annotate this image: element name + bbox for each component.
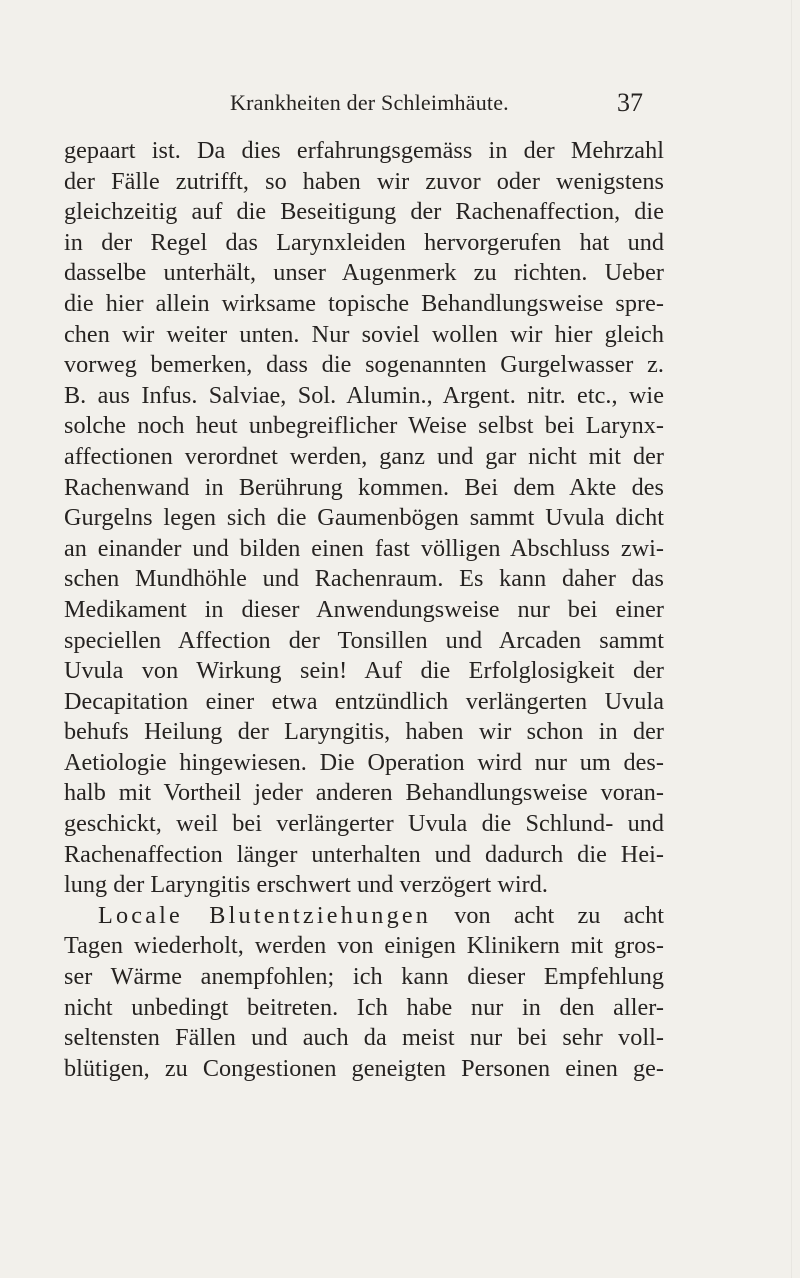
text-line: Medikament in dieser Anwendungsweise nur bei einer	[64, 595, 664, 623]
text-line: speciellen Affection der Tonsillen und Arcaden sammt	[64, 626, 664, 654]
paragraph-start-line	[64, 901, 664, 932]
text-line: schen Mundhöhle und Rachenraum. Es kann daher das	[64, 565, 664, 593]
text-line: solche noch heut unbegreiflicher Weise selbst bei Larynx-	[64, 412, 664, 440]
text-line: B. aus Infus. Salviae, Sol. Alumin., Argent. nitr. etc., wie	[64, 381, 664, 409]
text-line: affectionen verordnet werden, ganz und gar nicht mit der	[64, 442, 664, 470]
text-line: Gurgelns legen sich die Gaumenbögen sammt Uvula dicht	[64, 504, 664, 532]
text-line: Rachenaffection länger unterhalten und dadurch die Hei-	[64, 840, 664, 868]
text-line: an einander und bilden einen fast völligen Abschluss zwi-	[64, 534, 664, 562]
text-line: behufs Heilung der Laryngitis, haben wir schon in der	[64, 718, 664, 746]
page-body	[64, 136, 664, 1084]
spaced-heading-phrase: Locale Blutentziehungen	[98, 901, 432, 929]
text-line: blütigen, zu Congestionen geneigten Personen einen ge-	[64, 1054, 664, 1082]
line-continuation: von acht zu acht	[454, 901, 664, 929]
page-edge-shadow	[791, 0, 792, 1278]
text-line: gleichzeitig auf die Beseitigung der Rachenaffection, die	[64, 198, 664, 226]
text-line: der Fälle zutrifft, so haben wir zuvor oder wenigstens	[64, 167, 664, 195]
text-line: seltensten Fällen und auch da meist nur bei sehr voll-	[64, 1024, 664, 1052]
text-line: die hier allein wirksame topische Behandlungsweise spre-	[64, 289, 664, 317]
text-line: gepaart ist. Da dies erfahrungsgemäss in der Mehrzahl	[64, 137, 664, 164]
running-header: Krankheiten der Schleimhäute.	[230, 90, 509, 115]
text-line: Tagen wiederholt, werden von einigen Klinikern mit gros-	[64, 932, 664, 960]
text-line: lung der Laryngitis erschwert und verzögert wird.	[64, 871, 549, 899]
text-line: geschickt, weil bei verlängerter Uvula die Schlund- und	[64, 810, 664, 838]
text-line: halb mit Vortheil jeder anderen Behandlungsweise voran-	[64, 779, 664, 807]
text-line: chen wir weiter unten. Nur soviel wollen wir hier gleich	[64, 320, 664, 348]
page-number: 37	[617, 88, 643, 117]
text-line: in der Regel das Larynxleiden hervorgerufen hat und	[64, 228, 664, 256]
text-line: nicht unbedingt beitreten. Ich habe nur in den aller-	[64, 993, 664, 1021]
text-line: ser Wärme anempfohlen; ich kann dieser Empfehlung	[64, 963, 664, 991]
text-line: Aetiologie hingewiesen. Die Operation wird nur um des-	[64, 748, 664, 776]
text-line: Uvula von Wirkung sein! Auf die Erfolglosigkeit der	[64, 657, 664, 685]
text-line: Decapitation einer etwa entzündlich verlängerten Uvula	[64, 687, 664, 715]
text-line: Rachenwand in Berührung kommen. Bei dem Akte des	[64, 473, 664, 501]
text-line: dasselbe unterhält, unser Augenmerk zu richten. Ueber	[64, 259, 664, 287]
text-line: vorweg bemerken, dass die sogenannten Gurgelwasser z.	[64, 351, 664, 379]
